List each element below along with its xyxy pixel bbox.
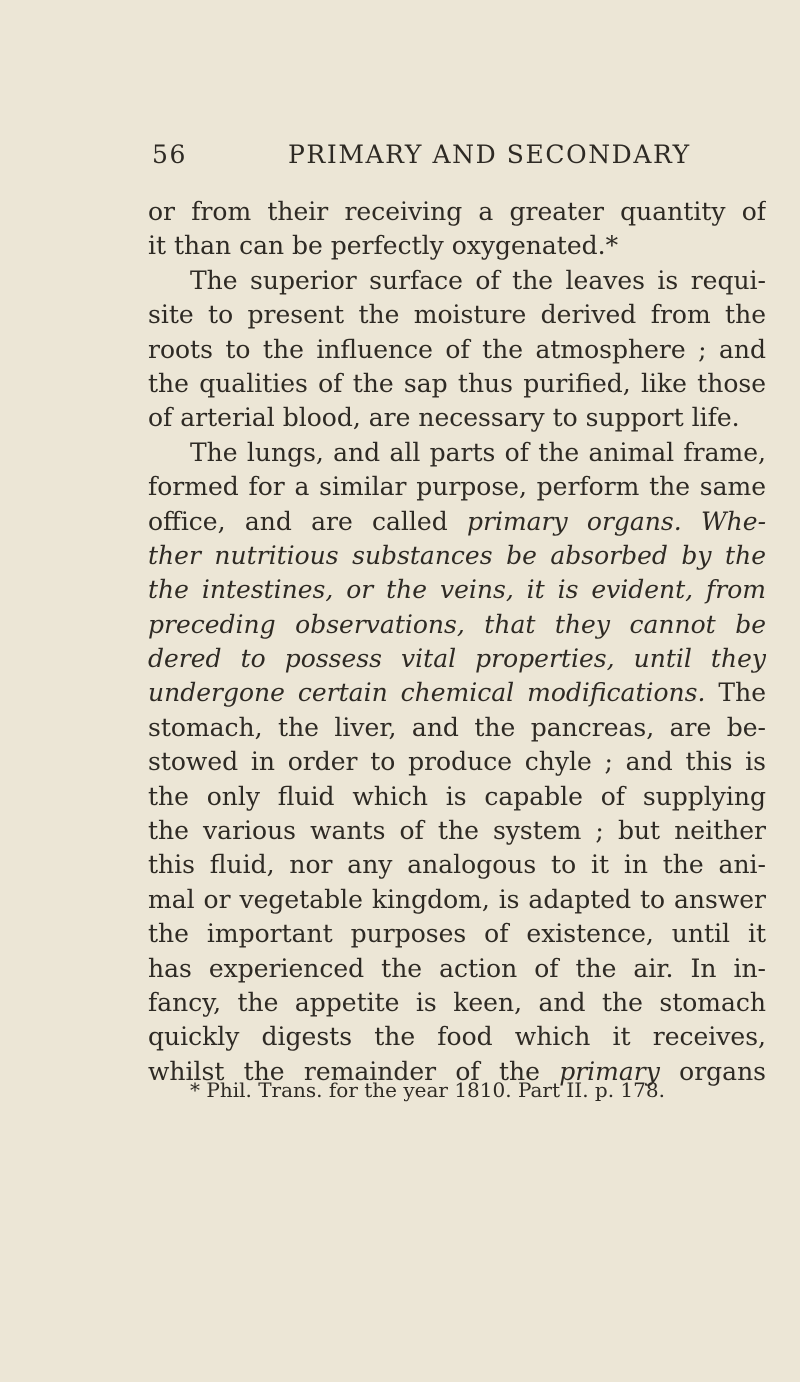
text-segment: organs <box>679 1056 766 1086</box>
text-line-mixed <box>148 676 766 710</box>
italic-text-line: the intestines, or the veins, it is evident, from <box>148 575 766 605</box>
text-segment: The <box>718 678 766 708</box>
text-line: it than can be perfectly oxygenated.* <box>148 231 619 261</box>
text-line: The superior surface of the leaves is requi- <box>190 265 766 295</box>
text-line: The lungs, and all parts of the animal frame, <box>190 437 766 467</box>
text-line: mal or vegetable kingdom, is adapted to answer <box>148 884 766 914</box>
text-line: the qualities of the sap thus purified, like those <box>148 368 766 398</box>
page-header <box>152 140 691 174</box>
text-line: of arterial blood, are necessary to support life. <box>148 403 740 433</box>
italic-segment: primary <box>559 1056 660 1086</box>
text-line: the only fluid which is capable of supplying <box>148 781 766 811</box>
text-line: roots to the influence of the atmosphere ; and <box>148 334 766 364</box>
italic-text-line: ther nutritious substances be absorbed by the <box>148 540 766 570</box>
text-line: or from their receiving a greater quantity of <box>148 197 766 226</box>
text-line: fancy, the appetite is keen, and the stomach <box>148 987 766 1017</box>
text-line: quickly digests the food which it receives, <box>148 1022 766 1052</box>
italic-segment: primary organs. <box>467 506 682 536</box>
text-line: stomach, the liver, and the pancreas, are be- <box>148 712 766 742</box>
text-line: site to present the moisture derived from the <box>148 300 766 330</box>
text-line: has experienced the action of the air. In in- <box>148 953 766 983</box>
text-line: the various wants of the system ; but neither <box>148 816 766 846</box>
italic-segment: Whe- <box>700 506 766 536</box>
text-line: the important purposes of existence, until it <box>148 919 766 949</box>
text-segment: whilst the remainder of the <box>148 1056 540 1086</box>
running-head: PRIMARY AND SECONDARY <box>288 140 691 169</box>
italic-text-line: preceding observations, that they cannot be <box>148 609 766 639</box>
text-line: stowed in order to produce chyle ; and this is <box>148 747 766 777</box>
body-text <box>148 195 766 1089</box>
text-line: formed for a similar purpose, perform the same <box>148 472 766 502</box>
text-line-mixed <box>148 505 766 539</box>
text-segment: office, and are called <box>148 506 448 536</box>
page-number: 56 <box>152 140 188 169</box>
footnote: * Phil. Trans. for the year 1810. Part II. p. 178. <box>190 1078 665 1102</box>
italic-text-line: dered to possess vital properties, until they <box>148 644 766 674</box>
text-line: this fluid, nor any analogous to it in the ani- <box>148 850 766 880</box>
italic-segment: undergone certain chemical modifications. <box>148 678 706 708</box>
